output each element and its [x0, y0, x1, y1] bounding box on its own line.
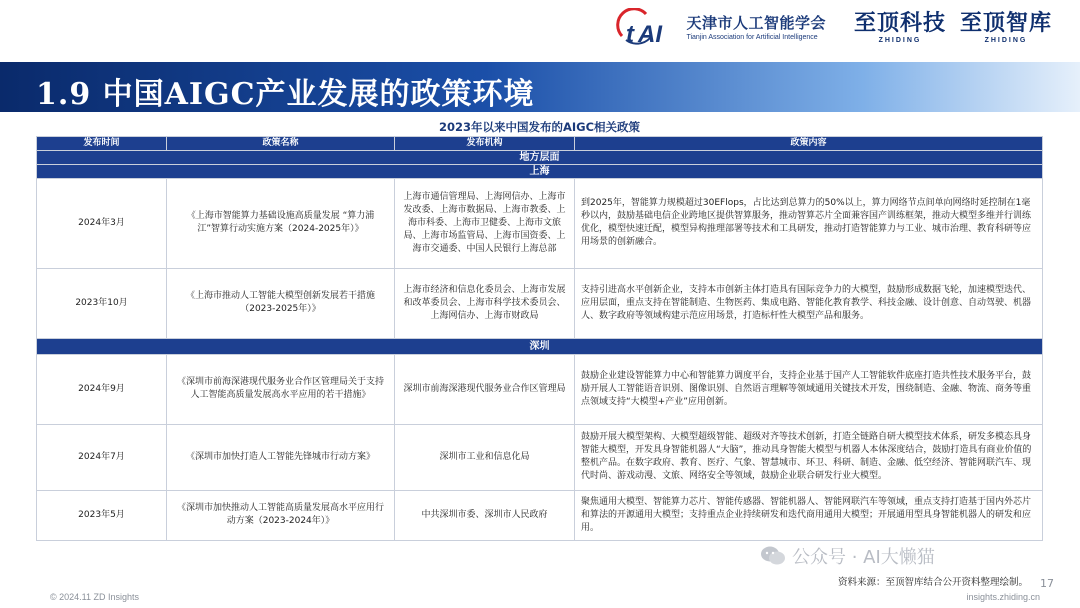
page-number: 17 [1040, 577, 1054, 590]
brand-logo-zhiding-tech [853, 10, 946, 44]
table-header-row [37, 136, 1043, 150]
column-header-content: 政策内容 [575, 136, 1043, 150]
watermark-text: 公众号 · AI大懒猫 [792, 547, 935, 568]
cell-org: 上海市经济和信息化委员会、上海市发展和改革委员会、上海市科学技术委员会、上海网信办、上海市财政局 [395, 268, 575, 338]
brand2-name-cn: 至顶智库 [959, 10, 1052, 36]
brand1-name-en: ZHIDING [878, 36, 922, 44]
cell-date: 2024年9月 [37, 354, 167, 424]
cell-policy-name: 《深圳市加快打造人工智能先锋城市行动方案》 [167, 424, 395, 490]
footer-website: insights.zhiding.cn [966, 592, 1040, 602]
table-row [37, 268, 1043, 338]
cell-date: 2023年10月 [37, 268, 167, 338]
table-row [37, 490, 1043, 540]
section-row [37, 150, 1043, 164]
svg-text:AI: AI [638, 21, 663, 48]
cell-date: 2024年7月 [37, 424, 167, 490]
org-name-en: Tianjin Association for Artificial Intelligence [686, 33, 818, 41]
footer-copyright: © 2024.11 ZD Insights [50, 592, 140, 602]
column-header-date: 发布时间 [37, 136, 167, 150]
section-label: 地方层面 [37, 150, 1043, 164]
cell-policy-name: 《上海市智能算力基础设施高质量发展 “算力浦江”智算行动实施方案（2024-2025年）》 [167, 178, 395, 268]
cell-date: 2024年3月 [37, 178, 167, 268]
table-row [37, 424, 1043, 490]
cell-content: 聚焦通用大模型、智能算力芯片、智能传感器、智能机器人、智能网联汽车等领域，重点支持打造基于国内外芯片和算法的开源通用大模型；支持重点企业持续研发和迭代商用通用大模型；开展通用型具身智能机器人的研发和应用。 [575, 490, 1043, 540]
cell-date: 2023年5月 [37, 490, 167, 540]
svg-text:t: t [626, 21, 635, 48]
cell-content: 支持引进高水平创新企业，支持本市创新主体打造具有国际竞争力的大模型，鼓励形成数据飞轮，加速模型迭代、应用层面，重点支持在智能制造、生物医药、集成电路、智能化教育教学、科技金融、设计创意、自动驾驶、机器人、数字政府等领域构建示范应用场景，打造标杆性大模型产品和服务。 [575, 268, 1043, 338]
header-logos [616, 8, 1052, 48]
brand2-name-en: ZHIDING [984, 36, 1028, 44]
cell-content: 到2025年，智能算力规模超过30EFlops，占比达到总算力的50%以上，算力网络节点间单向网络时延控制在1毫秒以内，鼓励基础电信企业跨地区提供智算服务，推动智算芯片全面兼容国产训练框架，推动大模型多维并行训练优化，模型快速迁配，模型异构推理部署等技术和工具研发，推动打造智能算力与工业、城市治理、教育科研等应用场景的创新融合。 [575, 178, 1043, 268]
region-row-shenzhen [37, 338, 1043, 354]
org-name-cn: 天津市人工智能学会 [686, 13, 826, 32]
page-title: 1.9 中国AIGC产业发展的政策环境 [36, 77, 535, 112]
watermark [760, 543, 935, 569]
wechat-icon [760, 545, 786, 567]
region-label: 深圳 [37, 338, 1043, 354]
column-header-org: 发布机构 [395, 136, 575, 150]
cell-org: 中共深圳市委、深圳市人民政府 [395, 490, 575, 540]
cell-org: 上海市通信管理局、上海网信办、上海市发改委、上海市数据局、上海市教委、上海市科委、上海市卫健委、上海市文旅局、上海市场监管局、上海市国资委、上海市交通委、中国人民银行上海总部 [395, 178, 575, 268]
cell-content: 鼓励企业建设智能算力中心和智能算力调度平台，支持企业基于国产人工智能软件底座打造共性技术服务平台，鼓励开展人工智能语音识别、图像识别、自然语言理解等领域通用关键技术开发，围绕制造、金融、物流、商务等重点领域支持“大模型+产业”应用创新。 [575, 354, 1043, 424]
cell-policy-name: 《深圳市加快推动人工智能高质量发展高水平应用行动方案（2023-2024年）》 [167, 490, 395, 540]
region-row-shanghai [37, 164, 1043, 178]
title-bar [0, 62, 1080, 112]
table-row [37, 354, 1043, 424]
brand-logo-zhiding-think-tank [959, 10, 1052, 44]
table-row [37, 178, 1043, 268]
table-caption-row [37, 120, 1043, 136]
cell-policy-name: 《上海市推动人工智能大模型创新发展若干措施（2023-2025年）》 [167, 268, 395, 338]
region-label: 上海 [37, 164, 1043, 178]
tai-logo-icon [616, 8, 682, 48]
column-header-name: 政策名称 [167, 136, 395, 150]
policy-table [36, 120, 1043, 541]
source-note: 资料来源：至顶智库结合公开资料整理绘制。 [837, 577, 1028, 588]
brand1-name-cn: 至顶科技 [853, 10, 946, 36]
cell-org: 深圳市工业和信息化局 [395, 424, 575, 490]
tai-logo [616, 8, 826, 48]
cell-org: 深圳市前海深港现代服务业合作区管理局 [395, 354, 575, 424]
cell-content: 鼓励开展大模型架构、大模型超级智能、超级对齐等技术创新，打造全链路自研大模型技术体系，研发多模态具身智能大模型，开发具身智能机器人“大脑”，推动具身智能大模型与机器人本体深度结合，鼓励打造具有商业价值的整机产品。在数字政府、教育、医疗、气象、智慧城市、环卫、科研、制造、金融、低空经济、智能网联汽车、现代时尚、游戏动漫、文旅、网络安全等领域，鼓励企业联合研发行业大模型。 [575, 424, 1043, 490]
cell-policy-name: 《深圳市前海深港现代服务业合作区管理局关于支持人工智能高质量发展高水平应用的若干措施》 [167, 354, 395, 424]
table-caption: 2023年以来中国发布的AIGC相关政策 [37, 120, 1043, 136]
